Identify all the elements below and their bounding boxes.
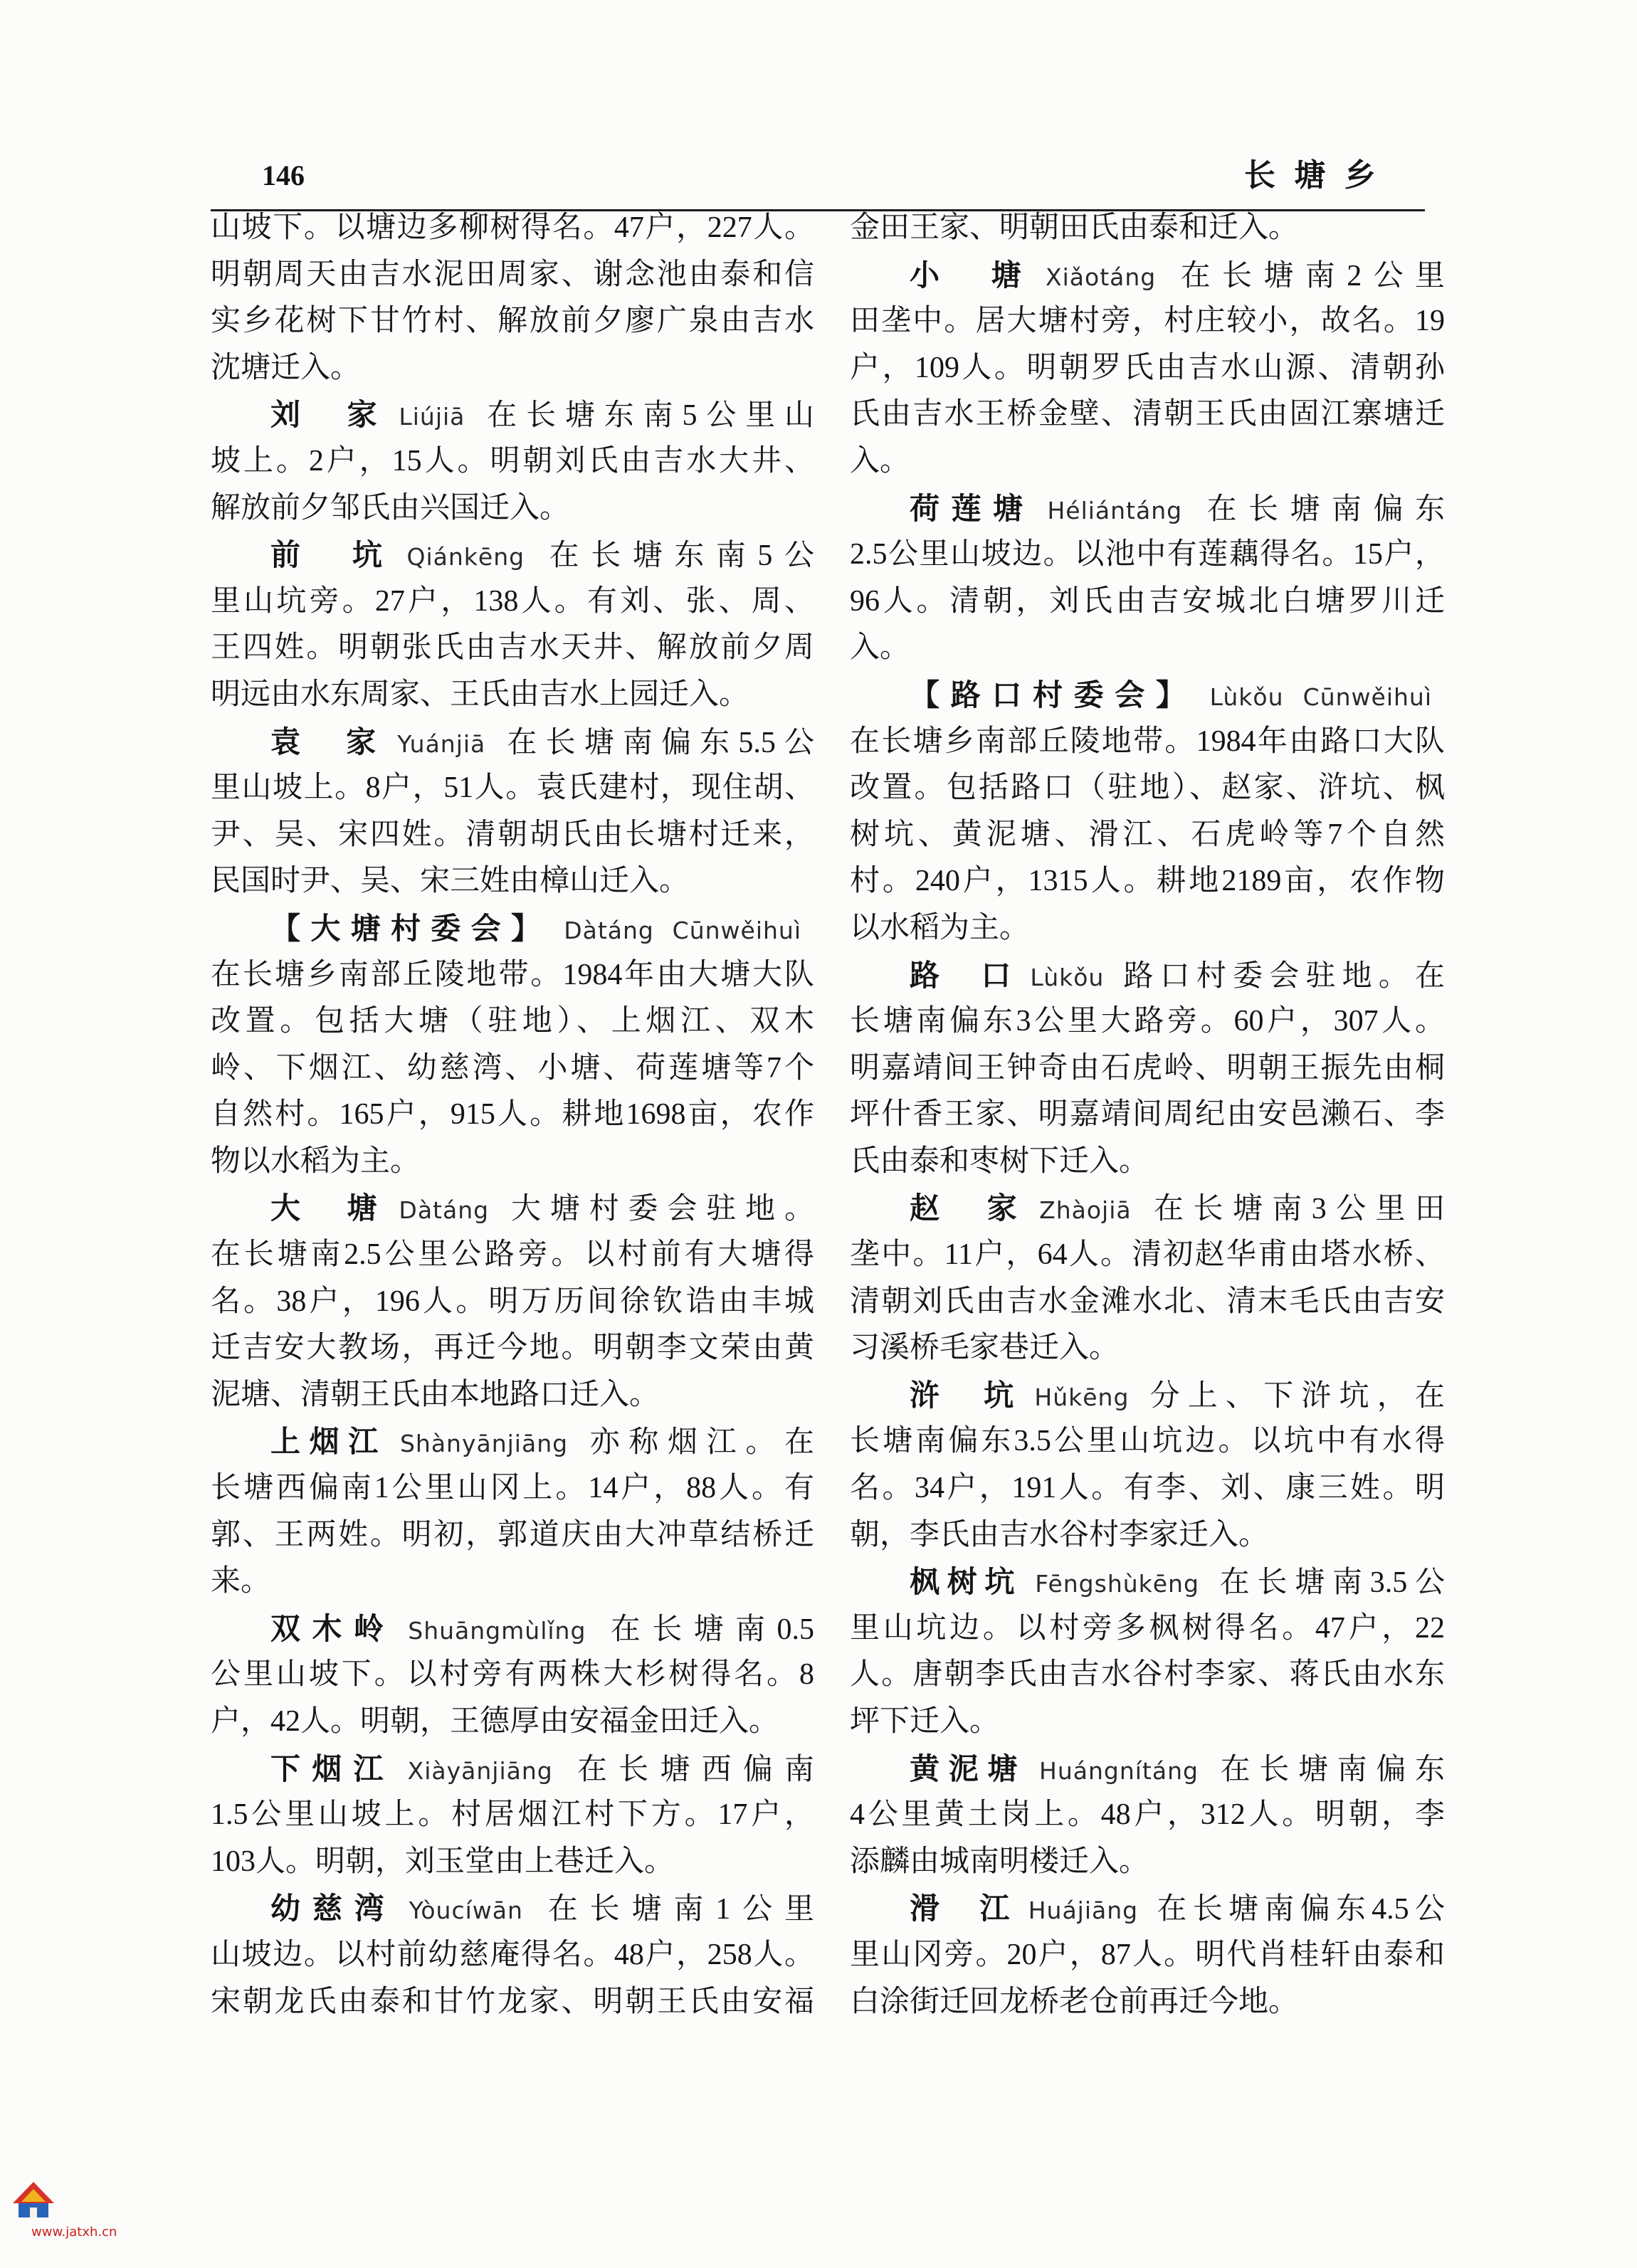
text-line: 来。 <box>211 1565 271 1598</box>
text-line: 以水稻为主。 <box>850 911 1030 944</box>
entry-heading-line <box>211 1418 814 1465</box>
entry-lead-text: 在长塘西偏南 <box>565 1753 814 1786</box>
entry-name: 【大塘村委会】 <box>270 910 552 946</box>
text-line: 物以水稻为主。 <box>211 1144 421 1178</box>
entry-pinyin: Shànyānjiāng <box>399 1430 569 1458</box>
text-line: 改置。包括路口（驻地）、赵家、浒坑、枫 <box>850 771 1445 805</box>
text-line: 明远由水东周家、王氏由吉水上园迁入。 <box>211 677 749 711</box>
watermark-url: www.jatxh.cn <box>31 2225 117 2240</box>
entry-name: 滑 江 <box>910 1891 1016 1926</box>
entry-pinyin: Huángnítáng <box>1039 1756 1199 1785</box>
text-line: 坪下迁入。 <box>850 1705 1000 1738</box>
text-line: 金田王家、明朝田氏由泰和迁入。 <box>850 211 1299 244</box>
text-line: 山坡边。以村前幼慈庵得名。48户，258人。 <box>211 1938 814 1971</box>
text-line: 白涂街迁回龙桥老仓前再迁今地。 <box>850 1985 1299 2018</box>
entry-name: 赵 家 <box>910 1191 1027 1226</box>
entry-heading-line <box>211 1885 814 1932</box>
place-entry <box>211 1746 814 1886</box>
text-line: 村。240户，1315人。耕地2189亩，农作物 <box>850 865 1445 898</box>
entry-heading-line <box>850 1558 1445 1605</box>
place-entry <box>850 672 1445 952</box>
text-line: 入。 <box>850 444 910 478</box>
text-line: 解放前夕邹氏由兴国迁入。 <box>211 491 570 524</box>
entry-heading-line <box>850 1885 1445 1932</box>
entry-heading-line <box>850 485 1445 532</box>
entry-pinyin: Yòucíwān <box>409 1897 523 1925</box>
entry-lead-text: 在长塘南偏东5.5公 <box>498 726 814 759</box>
entry-lead-text: 分上、下浒坑，在 <box>1142 1379 1445 1413</box>
entry-name: 袁 家 <box>270 724 385 759</box>
entry-lead-text: 在长塘南2公里 <box>1169 259 1445 292</box>
place-entry <box>850 1185 1445 1371</box>
entry-pinyin: Shuāngmùlǐng <box>408 1616 586 1645</box>
text-line: 长塘南偏东3.5公里山坑边。以坑中有水得 <box>850 1425 1445 1458</box>
entry-lead-text: 在长塘南偏东4.5公 <box>1151 1893 1445 1926</box>
entry-name: 【路口村委会】 <box>910 677 1197 712</box>
entry-pinyin: Fēngshùkēng <box>1035 1570 1199 1598</box>
text-line: 4公里黄土岗上。48户，312人。明朝，李 <box>850 1798 1445 1832</box>
text-line: 公里山坡下。以村旁有两株大杉树得名。8 <box>211 1658 814 1692</box>
entry-heading-line <box>211 905 814 952</box>
place-entry <box>850 1885 1445 2025</box>
text-line: 自然村。165户，915人。耕地1698亩，农作 <box>211 1098 814 1132</box>
text-line: 王四姓。明朝张氏由吉水天井、解放前夕周 <box>211 631 814 665</box>
entry-pinyin: Liújiā <box>399 403 465 431</box>
entry-heading-line <box>850 252 1445 299</box>
text-line: 明朝周天由吉水泥田周家、谢念池由泰和信 <box>211 258 814 291</box>
entry-lead-text: 在长塘东南5公里山 <box>478 399 814 433</box>
text-line: 坡上。2户，15人。明朝刘氏由吉水大井、 <box>211 444 814 478</box>
place-entry <box>850 1558 1445 1745</box>
text-line: 里山坡上。8户，51人。袁氏建村，现住胡、 <box>211 771 814 805</box>
entry-name: 刘 家 <box>270 397 386 433</box>
place-entry <box>211 1605 814 1746</box>
text-line: 96人。清朝，刘氏由吉安城北白塘罗川迁 <box>850 584 1445 618</box>
text-line: 改置。包括大塘（驻地）、上烟江、双木 <box>211 1005 814 1038</box>
entry-pinyin: Hǔkēng <box>1034 1383 1130 1411</box>
entry-pinyin: Dàtáng <box>399 1196 490 1225</box>
text-line: 明嘉靖间王钟奇由石虎岭、明朝王振先由桐 <box>850 1051 1445 1085</box>
text-line: 习溪桥毛家巷迁入。 <box>850 1331 1120 1365</box>
page-number: 146 <box>262 159 305 191</box>
text-line: 1.5公里山坡上。村居烟江村下方。17户， <box>211 1798 814 1832</box>
text-line: 在长塘南2.5公里公路旁。以村前有大塘得 <box>211 1238 814 1272</box>
entry-name: 路 口 <box>910 957 1018 993</box>
text-line: 户，109人。明朝罗氏由吉水山源、清朝孙 <box>850 351 1445 384</box>
text-line: 民国时尹、吴、宋三姓由樟山迁入。 <box>211 865 690 898</box>
text-line: 岭、下烟江、幼慈湾、小塘、荷莲塘等7个 <box>211 1051 814 1085</box>
text-line: 2.5公里山坡边。以池中有莲藕得名。15户， <box>850 538 1445 571</box>
place-entry <box>211 905 814 1186</box>
text-line: 垄中。11户，64人。清初赵华甫由塔水桥、 <box>850 1238 1445 1272</box>
entry-lead-text: 路口村委会驻地。在 <box>1117 959 1445 993</box>
place-entry <box>850 1372 1445 1558</box>
text-line: 坪什香王家、明嘉靖间周纪由安邑濑石、李 <box>850 1098 1445 1132</box>
text-line: 尹、吴、宋四姓。清朝胡氏由长塘村迁来， <box>211 818 814 851</box>
entry-heading-line <box>850 1185 1445 1232</box>
text-line: 长塘南偏东3公里大路旁。60户，307人。 <box>850 1005 1445 1038</box>
place-entry <box>211 1185 814 1418</box>
right-text-column <box>850 205 1445 2025</box>
entry-name: 黄泥塘 <box>910 1751 1027 1786</box>
text-line: 泥塘、清朝王氏由本地路口迁入。 <box>211 1378 660 1411</box>
entry-lead-text: 在长塘南3.5公 <box>1211 1566 1445 1600</box>
entry-pinyin: Xiǎotáng <box>1046 263 1157 291</box>
entry-heading-line <box>850 1372 1445 1419</box>
text-line: 朝，李氏由吉水谷村李家迁入。 <box>850 1518 1269 1551</box>
continued-paragraph <box>850 205 1445 252</box>
text-line: 里山冈旁。20户，87人。明代肖桂轩由泰和 <box>850 1938 1445 1971</box>
entry-pinyin: Lùkǒu Cūnwěihuì <box>1209 682 1432 711</box>
place-entry <box>850 252 1445 485</box>
text-line: 氏由吉水王桥金壁、清朝王氏由固江寨塘迁 <box>850 398 1445 431</box>
text-line: 里山坑旁。27户，138人。有刘、张、周、 <box>211 584 814 618</box>
entry-pinyin: Lùkǒu <box>1030 963 1105 991</box>
place-entry <box>211 719 814 905</box>
text-line: 氏由泰和枣树下迁入。 <box>850 1144 1149 1178</box>
entry-pinyin: Héliántáng <box>1047 496 1183 524</box>
place-entry <box>211 1885 814 2025</box>
left-text-column <box>211 205 814 2025</box>
place-entry <box>211 391 814 532</box>
site-watermark <box>6 2178 177 2249</box>
entry-heading-line <box>211 1746 814 1793</box>
entry-name: 枫树坑 <box>910 1564 1023 1600</box>
running-title: 长 塘 乡 <box>1244 157 1376 194</box>
text-line: 在长塘乡南部丘陵地带。1984年由大塘大队 <box>211 958 814 991</box>
entry-heading-line <box>850 952 1445 999</box>
text-line: 迁吉安大教场，再迁今地。明朝李文荣由黄 <box>211 1331 814 1365</box>
text-line: 103人。明朝，刘玉堂由上巷迁入。 <box>211 1845 675 1878</box>
entry-name: 上烟江 <box>270 1424 387 1460</box>
entry-heading-line <box>850 672 1445 719</box>
entry-lead-text: 在长塘南偏东 <box>1195 492 1445 526</box>
entry-heading-line <box>211 1605 814 1652</box>
text-line: 入。 <box>850 631 910 665</box>
entry-heading-line <box>211 719 814 766</box>
entry-lead-text: 在长塘南1公里 <box>535 1893 814 1926</box>
entry-heading-line <box>211 532 814 579</box>
text-line: 沈塘迁入。 <box>211 351 361 384</box>
place-entry <box>211 532 814 718</box>
entry-name: 大 塘 <box>270 1191 386 1226</box>
entry-lead-text: 在长塘南0.5 <box>599 1613 814 1646</box>
entry-name: 荷莲塘 <box>910 490 1035 526</box>
entry-pinyin: Yuánjiā <box>397 729 486 758</box>
text-line: 实乡花树下甘竹村、解放前夕廖广泉由吉水 <box>211 305 814 338</box>
entry-name: 幼慈湾 <box>270 1891 396 1926</box>
site-logo-icon <box>9 2178 58 2222</box>
entry-lead-text: 在长塘南偏东 <box>1211 1753 1445 1786</box>
text-line: 山坡下。以塘边多柳树得名。47户，227人。 <box>211 211 814 244</box>
entry-pinyin: Qiánkēng <box>406 543 525 571</box>
text-line: 长塘西偏南1公里山冈上。14户，88人。有 <box>211 1472 814 1505</box>
entry-name: 浒 坑 <box>910 1377 1022 1413</box>
text-line: 里山坑边。以村旁多枫树得名。47户，22 <box>850 1611 1445 1645</box>
entry-pinyin: Huájiāng <box>1028 1897 1139 1925</box>
entry-name: 小 塘 <box>910 257 1033 292</box>
place-entry <box>850 1746 1445 1886</box>
entry-heading-line <box>211 1185 814 1232</box>
text-line: 郭、王两姓。明初，郭道庆由大冲草结桥迁 <box>211 1518 814 1551</box>
entry-lead-text: 亦称烟江。在 <box>581 1426 814 1460</box>
text-line: 在长塘乡南部丘陵地带。1984年由路口大队 <box>850 724 1445 758</box>
entry-lead-text: 大塘村委会驻地。 <box>502 1193 814 1226</box>
text-line: 树坑、黄泥塘、滑江、石虎岭等7个自然 <box>850 818 1445 851</box>
place-entry <box>850 485 1445 672</box>
entry-lead-text: 在长塘东南5公 <box>537 539 814 573</box>
text-line: 添麟由城南明楼迁入。 <box>850 1845 1149 1878</box>
entry-lead-text: 在长塘南3公里田 <box>1144 1193 1445 1226</box>
entry-pinyin: Zhàojiā <box>1039 1196 1132 1225</box>
entry-pinyin: Dàtáng Cūnwěihuì <box>564 916 801 944</box>
text-line: 名。38户，196人。明万历间徐钦诰由丰城 <box>211 1285 814 1318</box>
text-line: 户，42人。明朝，王德厚由安福金田迁入。 <box>211 1705 779 1738</box>
entry-heading-line <box>850 1746 1445 1793</box>
text-line: 名。34户，191人。有李、刘、康三姓。明 <box>850 1472 1445 1505</box>
entry-heading-line <box>211 391 814 438</box>
entry-name: 前 坑 <box>270 537 394 573</box>
entry-name: 双木岭 <box>270 1610 396 1646</box>
place-entry <box>850 952 1445 1186</box>
entry-name: 下烟江 <box>270 1751 395 1786</box>
text-line: 宋朝龙氏由泰和甘竹龙家、明朝王氏由安福 <box>211 1985 814 2018</box>
text-line: 田垄中。居大塘村旁，村庄较小，故名。19 <box>850 305 1445 338</box>
text-line: 清朝刘氏由吉水金滩水北、清末毛氏由吉安 <box>850 1285 1445 1318</box>
entry-pinyin: Xiàyānjiāng <box>407 1756 553 1785</box>
continued-paragraph <box>211 205 814 391</box>
text-line: 人。唐朝李氏由吉水谷村李家、蒋氏由水东 <box>850 1658 1445 1692</box>
place-entry <box>211 1418 814 1605</box>
